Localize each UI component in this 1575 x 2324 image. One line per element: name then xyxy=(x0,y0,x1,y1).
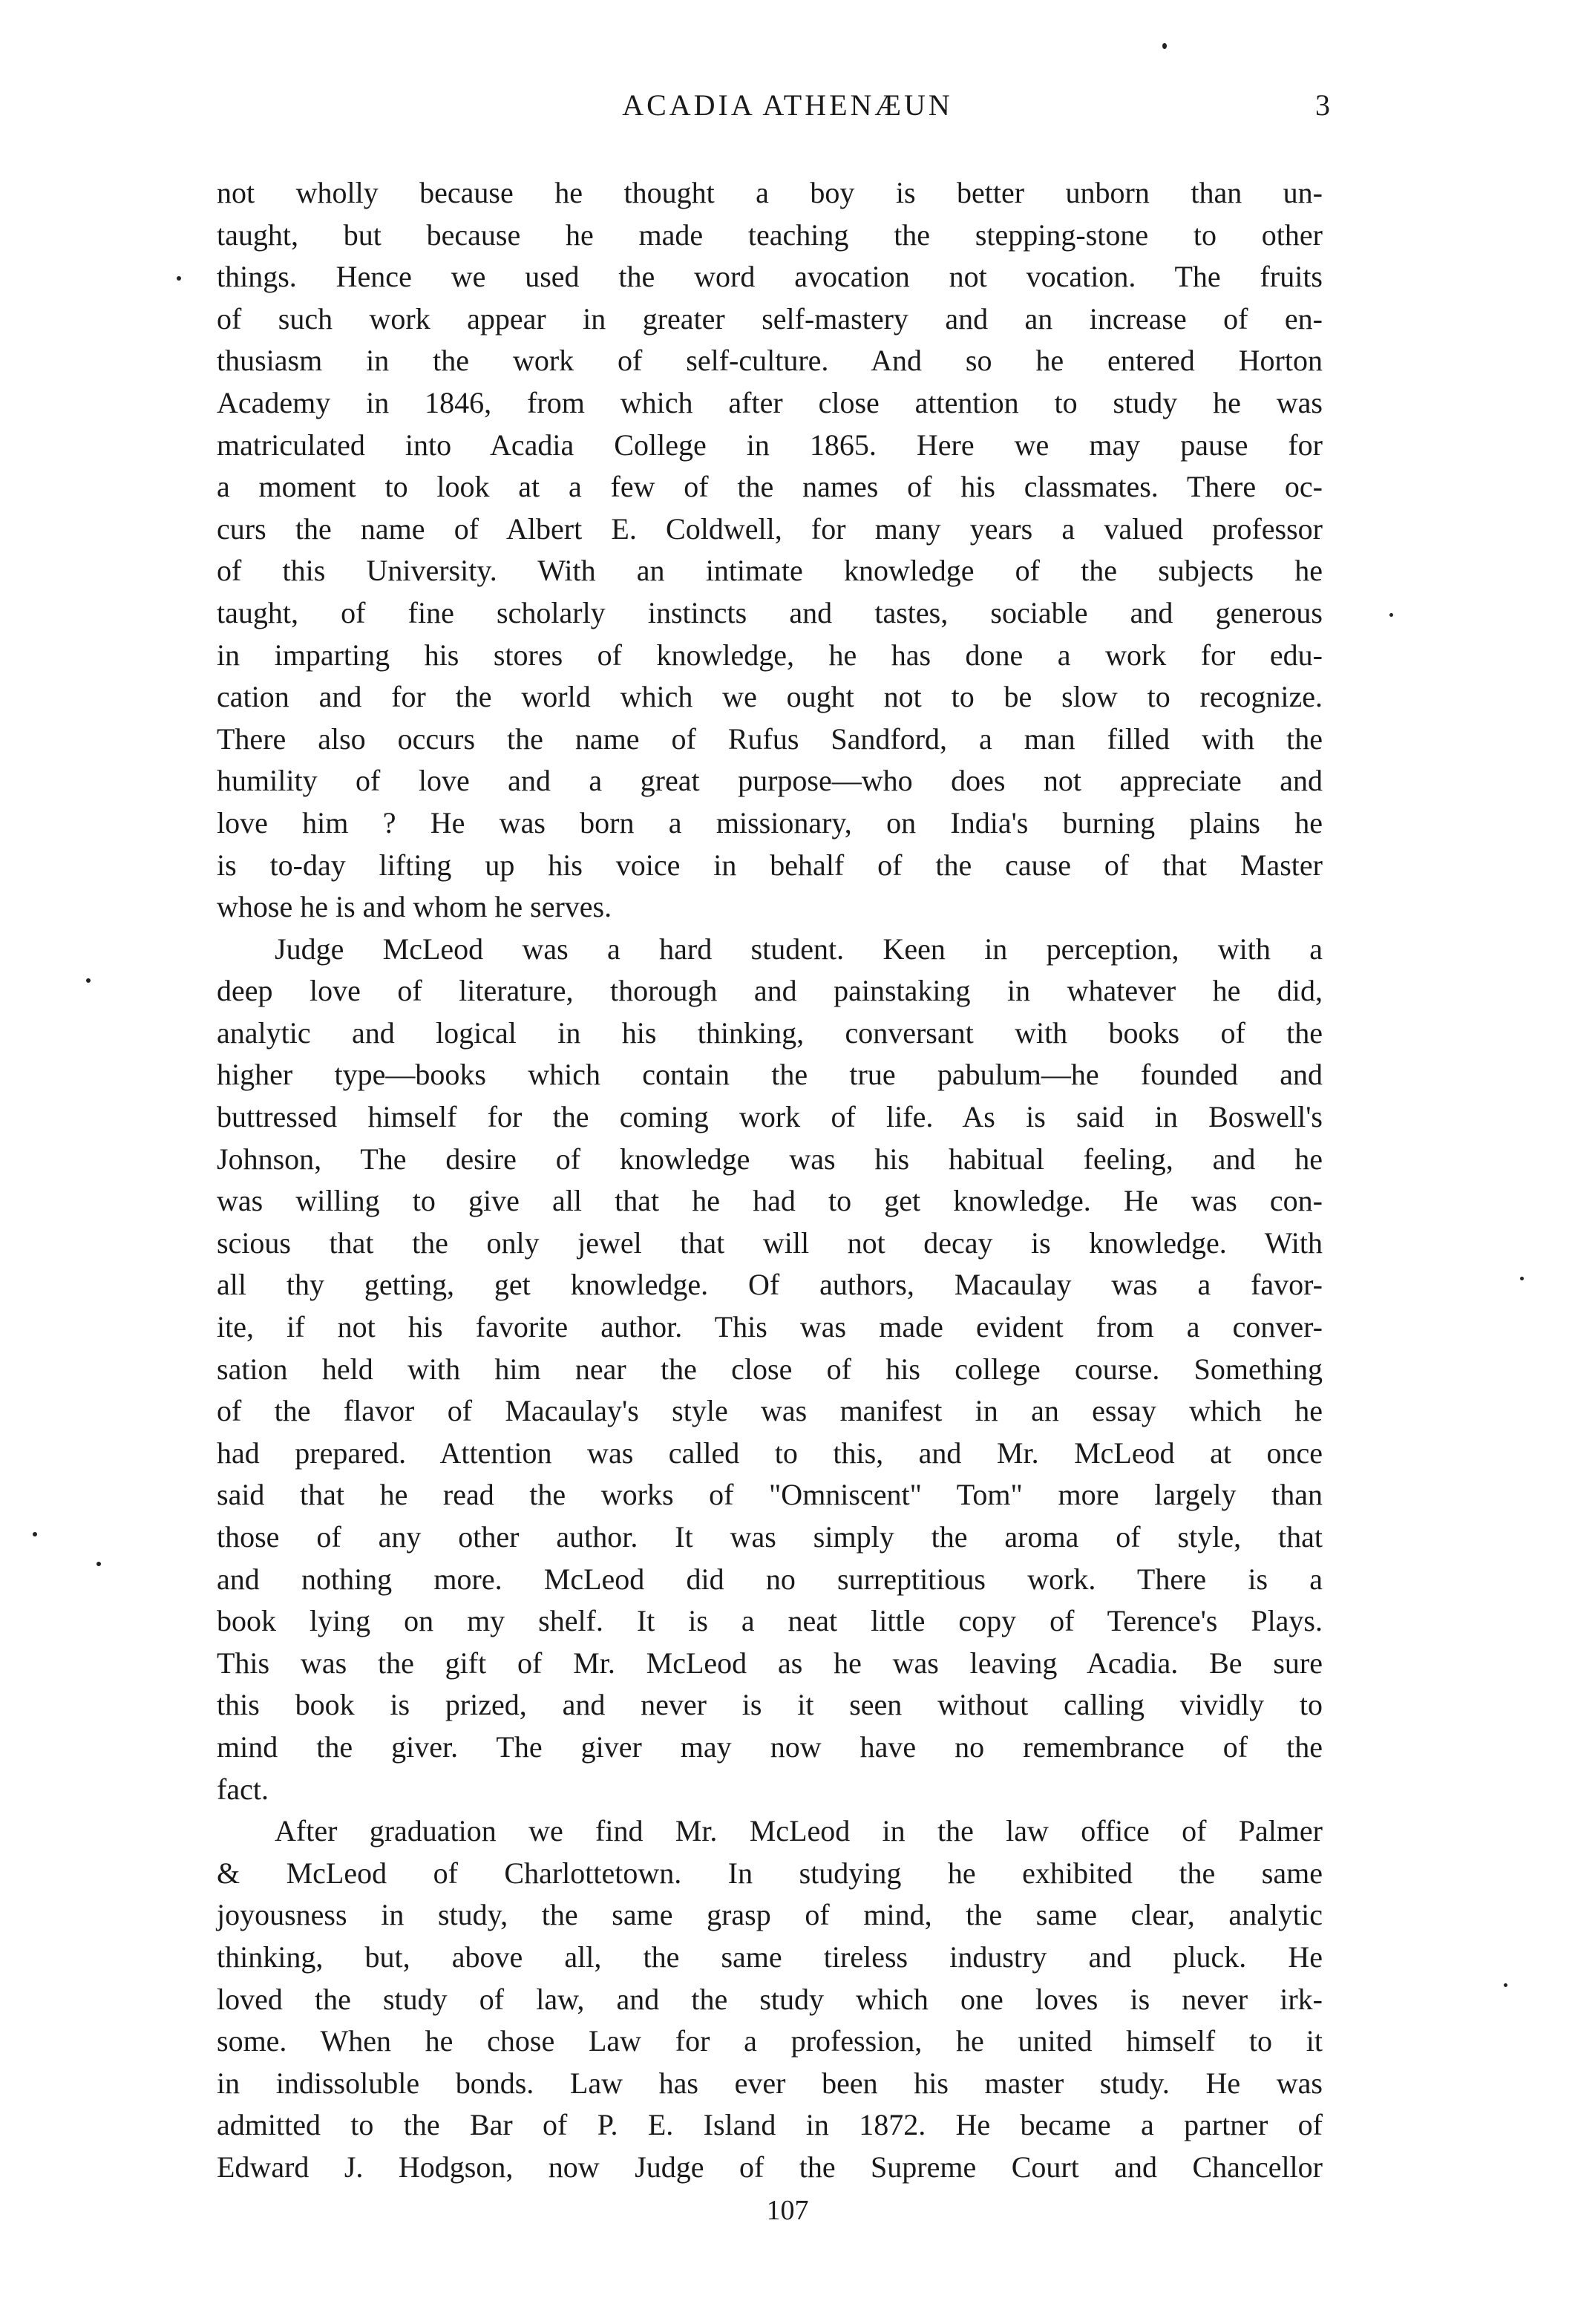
text-line: was willing to give all that he had to get knowledge. He was con- xyxy=(217,1184,1323,1218)
text-line: not wholly because he thought a boy is better unborn than un- xyxy=(217,176,1323,209)
text-line: ite, if not his favorite author. This was made evident from a conver- xyxy=(217,1310,1323,1344)
text-line: matriculated into Acadia College in 1865. Here we may pause for xyxy=(217,428,1323,462)
text-line: some. When he chose Law for a profession, he united himself to it xyxy=(217,2024,1323,2058)
text-line: mind the giver. The giver may now have no remembrance of the xyxy=(217,1729,1323,1764)
scan-speck xyxy=(1389,613,1393,617)
text-line: in indissoluble bonds. Law has ever been his master study. He was xyxy=(217,2066,1323,2100)
text-line: Judge McLeod was a hard student. Keen in perception, with a xyxy=(275,932,1323,966)
text-line: this book is prized, and never is it seen without calling vividly to xyxy=(217,1688,1323,1722)
text-line: admitted to the Bar of P. E. Island in 1872. He became a partner of xyxy=(217,2108,1323,2142)
text-line: sation held with him near the close of his college course. Something xyxy=(217,1352,1323,1386)
text-line: a moment to look at a few of the names of his classmates. There oc- xyxy=(217,470,1323,504)
text-line: joyousness in study, the same grasp of mind, the same clear, analytic xyxy=(217,1898,1323,1932)
text-line: and nothing more. McLeod did no surreptitious work. There is a xyxy=(217,1562,1323,1596)
scan-speck xyxy=(96,1562,101,1566)
text-line: This was the gift of Mr. McLeod as he was leaving Acadia. Be sure xyxy=(217,1646,1323,1680)
text-line: thusiasm in the work of self-culture. And so he entered Horton xyxy=(217,344,1323,378)
text-line: all thy getting, get knowledge. Of authors, Macaulay was a favor- xyxy=(217,1268,1323,1302)
text-line: of such work appear in greater self-mastery and an increase of en- xyxy=(217,301,1323,335)
scan-speck xyxy=(1520,1277,1524,1280)
text-line: fact. xyxy=(217,1772,269,1806)
text-line: taught, of fine scholarly instincts and tastes, sociable and generous xyxy=(217,595,1323,629)
article-body xyxy=(217,172,1323,2189)
folio-number: 107 xyxy=(766,2195,809,2226)
scan-speck xyxy=(177,276,181,281)
text-line: analytic and logical in his thinking, conversant with books of the xyxy=(217,1015,1323,1050)
text-line: had prepared. Attention was called to this, and Mr. McLeod at once xyxy=(217,1436,1323,1470)
scan-speck xyxy=(1162,43,1167,49)
running-title: ACADIA ATHENÆUN xyxy=(622,88,953,122)
text-line: & McLeod of Charlottetown. In studying he exhibited the same xyxy=(217,1856,1323,1890)
text-line: deep love of literature, thorough and painstaking in whatever he did, xyxy=(217,974,1323,1008)
text-line: whose he is and whom he serves. xyxy=(217,890,612,924)
text-line: taught, but because he made teaching the stepping-stone to other xyxy=(217,217,1323,252)
scan-speck xyxy=(33,1532,37,1536)
text-line: love him ? He was born a missionary, on India's burning plains he xyxy=(217,805,1323,839)
text-line: is to-day lifting up his voice in behalf of the cause of that Master xyxy=(217,848,1323,882)
text-line: said that he read the works of "Omniscent" Tom" more largely than xyxy=(217,1478,1323,1512)
text-line: Edward J. Hodgson, now Judge of the Supreme Court and Chancellor xyxy=(217,2150,1323,2184)
text-line: things. Hence we used the word avocation not vocation. The fruits xyxy=(217,260,1323,294)
text-line: cation and for the world which we ought not to be slow to recognize. xyxy=(217,680,1323,714)
text-line: those of any other author. It was simply the aroma of style, that xyxy=(217,1520,1323,1554)
text-line: scious that the only jewel that will not decay is knowledge. With xyxy=(217,1225,1323,1260)
text-line: higher type—books which contain the true pabulum—he founded and xyxy=(217,1058,1323,1092)
text-line: of this University. With an intimate knowledge of the subjects he xyxy=(217,554,1323,588)
text-line: buttressed himself for the coming work of life. As is said in Boswell's xyxy=(217,1100,1323,1134)
running-header xyxy=(0,88,1575,132)
scan-speck xyxy=(1504,1983,1507,1987)
text-line: book lying on my shelf. It is a neat little copy of Terence's Plays. xyxy=(217,1604,1323,1638)
text-line: thinking, but, above all, the same tireless industry and pluck. He xyxy=(217,1940,1323,1974)
text-line: curs the name of Albert E. Coldwell, for many years a valued professor xyxy=(217,511,1323,546)
text-line: Johnson, The desire of knowledge was his habitual feeling, and he xyxy=(217,1142,1323,1176)
text-line: There also occurs the name of Rufus Sandford, a man filled with the xyxy=(217,721,1323,756)
scan-speck xyxy=(86,978,91,983)
text-line: Academy in 1846, from which after close attention to study he was xyxy=(217,385,1323,419)
text-line: humility of love and a great purpose—who does not appreciate and xyxy=(217,764,1323,798)
text-line: in imparting his stores of knowledge, he has done a work for edu- xyxy=(217,638,1323,672)
text-line: After graduation we find Mr. McLeod in the law office of Palmer xyxy=(275,1814,1323,1848)
page-number: 3 xyxy=(1315,88,1330,122)
text-line: of the flavor of Macaulay's style was manifest in an essay which he xyxy=(217,1394,1323,1428)
text-line: loved the study of law, and the study which one loves is never irk- xyxy=(217,1982,1323,2016)
